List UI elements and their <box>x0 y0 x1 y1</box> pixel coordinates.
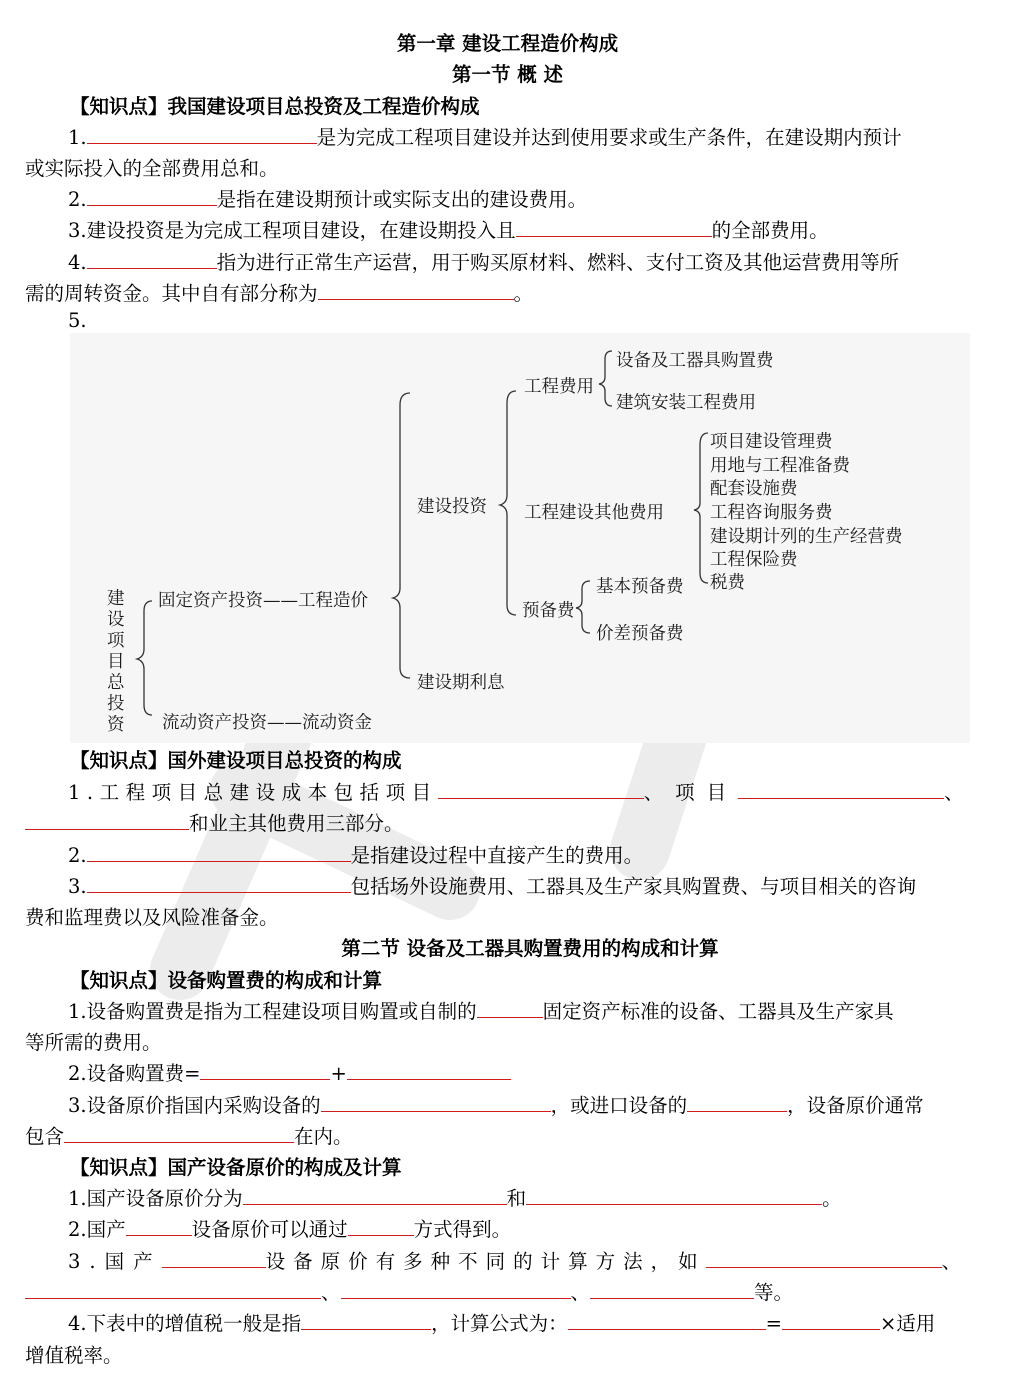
question-text: 、 <box>570 1281 591 1304</box>
answer-blank[interactable] <box>87 187 217 206</box>
answer-blank[interactable] <box>516 218 712 237</box>
answer-blank[interactable] <box>348 1217 414 1236</box>
question-text: 在内。 <box>294 1125 353 1148</box>
question-text: = <box>765 1312 782 1335</box>
knowledge-point-title: 【知识点】国外建设项目总投资的构成 <box>70 749 402 772</box>
question-text: ，计算公式为： <box>431 1312 568 1335</box>
question-text: ，设备原价通常 <box>787 1094 924 1117</box>
diagram-node-fixed: 固定资产投资——工程造价 <box>158 591 368 611</box>
investment-structure-diagram <box>70 333 970 743</box>
question-text: 费和监理费以及风险准备金。 <box>25 906 279 929</box>
question-3 <box>68 1246 961 1274</box>
answer-blank[interactable] <box>64 1124 294 1143</box>
knowledge-point-title: 【知识点】国产设备原价的构成及计算 <box>70 1156 402 1179</box>
diagram-node-other-2: 用地与工程准备费 <box>710 456 850 476</box>
question-1 <box>68 996 894 1024</box>
answer-blank[interactable] <box>87 874 351 893</box>
question-3 <box>68 1090 924 1118</box>
answer-blank[interactable] <box>126 1217 192 1236</box>
question-text: 4.下表中的增值税一般是指 <box>68 1312 302 1335</box>
question-text: 包含 <box>25 1125 65 1148</box>
question-text: 设备原价有多种不同的计算方法，如 <box>265 1250 706 1273</box>
question-text: 。 <box>822 1187 842 1210</box>
question-2 <box>68 1214 511 1242</box>
question-text: 固定资产标准的设备、工器具及生产家具 <box>542 1000 894 1023</box>
question-text: + <box>330 1062 347 1085</box>
question-text: 方式得到。 <box>413 1218 512 1241</box>
question-text: 1.工程项目总建设成本包括项目 <box>68 781 438 804</box>
answer-blank[interactable] <box>301 1311 431 1330</box>
answer-blank[interactable] <box>87 250 217 269</box>
question-number: 1. <box>68 126 87 149</box>
question-1 <box>68 122 902 150</box>
question-4 <box>68 1308 935 1336</box>
question-text: 增值税率。 <box>25 1344 123 1367</box>
question-2 <box>68 1058 511 1086</box>
question-1 <box>68 1183 842 1211</box>
question-text: ×适用 <box>879 1312 936 1335</box>
answer-blank[interactable] <box>162 1249 266 1268</box>
diagram-node-other-3: 配套设施费 <box>710 479 798 499</box>
question-number: 3. <box>68 875 87 898</box>
question-text: 包括场外设施费用、工器具及生产家具购置费、与项目相关的咨询 <box>350 875 917 898</box>
question-text: 2.设备购置费= <box>68 1062 201 1085</box>
knowledge-point-title: 【知识点】设备购置费的构成和计算 <box>70 969 383 992</box>
diagram-node-price-reserve: 价差预备费 <box>596 624 684 644</box>
answer-blank[interactable] <box>782 1311 880 1330</box>
answer-blank[interactable] <box>438 780 644 799</box>
question-4-cont <box>25 278 533 306</box>
answer-blank[interactable] <box>200 1061 330 1080</box>
diagram-node-current: 流动资产投资——流动资金 <box>162 713 372 733</box>
diagram-node-other-4: 工程咨询服务费 <box>710 503 833 523</box>
answer-blank[interactable] <box>706 1249 942 1268</box>
question-text: ，或进口设备的 <box>550 1094 688 1117</box>
question-text: 是指在建设期预计或实际支出的建设费用。 <box>216 188 588 211</box>
diagram-node-equip: 设备及工器具购置费 <box>616 351 774 371</box>
answer-blank[interactable] <box>243 1186 507 1205</box>
question-3-cont <box>25 1277 793 1305</box>
question-text: 或实际投入的全部费用总和。 <box>25 157 279 180</box>
question-text: 1.设备购置费是指为工程建设项目购置或自制的 <box>68 1000 477 1023</box>
question-text: 、 <box>941 1250 962 1273</box>
answer-blank[interactable] <box>25 811 189 830</box>
answer-blank[interactable] <box>526 1186 822 1205</box>
answer-blank[interactable] <box>568 1311 766 1330</box>
section-title: 第二节 设备及工器具购置费用的构成和计算 <box>341 937 719 960</box>
diagram-node-other-5: 建设期计列的生产经营费 <box>710 527 903 547</box>
question-text: 3.设备原价指国内采购设备的 <box>68 1094 321 1117</box>
question-1 <box>68 777 964 805</box>
question-text: 、项目 <box>643 781 739 804</box>
question-text: 的全部费用。 <box>711 219 829 242</box>
chapter-title: 第一章 建设工程造价构成 <box>396 32 619 55</box>
diagram-node-other-7: 税费 <box>710 573 745 593</box>
diagram-node-other-6: 工程保险费 <box>710 550 798 570</box>
question-1-cont <box>25 808 404 836</box>
question-3 <box>68 871 916 899</box>
answer-blank[interactable] <box>87 843 351 862</box>
diagram-node-interest: 建设期利息 <box>417 673 505 693</box>
knowledge-point-title: 【知识点】我国建设项目总投资及工程造价构成 <box>70 95 480 118</box>
question-text: 是为完成工程项目建设并达到使用要求或生产条件，在建设期内预计 <box>316 126 902 149</box>
answer-blank[interactable] <box>477 999 543 1018</box>
question-text: 、 <box>944 781 964 804</box>
section-title: 第一节 概 述 <box>451 63 564 86</box>
answer-blank[interactable] <box>347 1061 511 1080</box>
question-3 <box>68 215 829 243</box>
answer-blank[interactable] <box>318 281 514 300</box>
question-text: 和 <box>506 1187 527 1210</box>
diagram-node-other-cost: 工程建设其他费用 <box>524 503 664 523</box>
diagram-root: 建设项目总投资 <box>107 589 125 735</box>
question-text: 3.国产 <box>68 1250 162 1273</box>
question-text: 和业主其他费用三部分。 <box>189 812 404 835</box>
question-2 <box>68 840 643 868</box>
question-number: 5. <box>68 309 87 332</box>
diagram-node-build-invest: 建设投资 <box>417 497 487 517</box>
question-number: 2. <box>68 844 87 867</box>
question-2 <box>68 184 587 212</box>
question-text: 是指建设过程中直接产生的费用。 <box>350 844 644 867</box>
answer-blank[interactable] <box>687 1093 787 1112</box>
answer-blank[interactable] <box>738 780 944 799</box>
question-text: 设备原价可以通过 <box>191 1218 348 1241</box>
diagram-node-reserve: 预备费 <box>522 601 575 621</box>
question-text: 。 <box>513 282 534 305</box>
question-text: 等所需的费用。 <box>25 1031 162 1054</box>
question-number: 2. <box>68 188 87 211</box>
question-text: 2.国产 <box>68 1218 126 1241</box>
answer-blank[interactable] <box>590 1280 754 1299</box>
question-text: 等。 <box>754 1281 794 1304</box>
question-text: 需的周转资金。其中自有部分称为 <box>25 282 318 305</box>
diagram-node-basic-reserve: 基本预备费 <box>596 577 684 597</box>
question-text: 3.建设投资是为完成工程项目建设，在建设期投入且 <box>68 219 516 242</box>
question-3-cont <box>25 1121 353 1149</box>
answer-blank[interactable] <box>87 125 317 144</box>
question-text: 、 <box>321 1281 341 1304</box>
question-number: 4. <box>68 251 87 274</box>
question-text: 指为进行正常生产运营，用于购买原材料、燃料、支付工资及其他运营费用等所 <box>216 251 900 274</box>
answer-blank[interactable] <box>25 1280 321 1299</box>
diagram-node-other-1: 项目建设管理费 <box>710 432 833 452</box>
diagram-node-eng-cost: 工程费用 <box>524 377 594 397</box>
answer-blank[interactable] <box>341 1280 571 1299</box>
diagram-node-install: 建筑安装工程费用 <box>616 393 756 413</box>
question-4 <box>68 247 899 275</box>
question-text: 1.国产设备原价分为 <box>68 1187 243 1210</box>
answer-blank[interactable] <box>321 1093 551 1112</box>
